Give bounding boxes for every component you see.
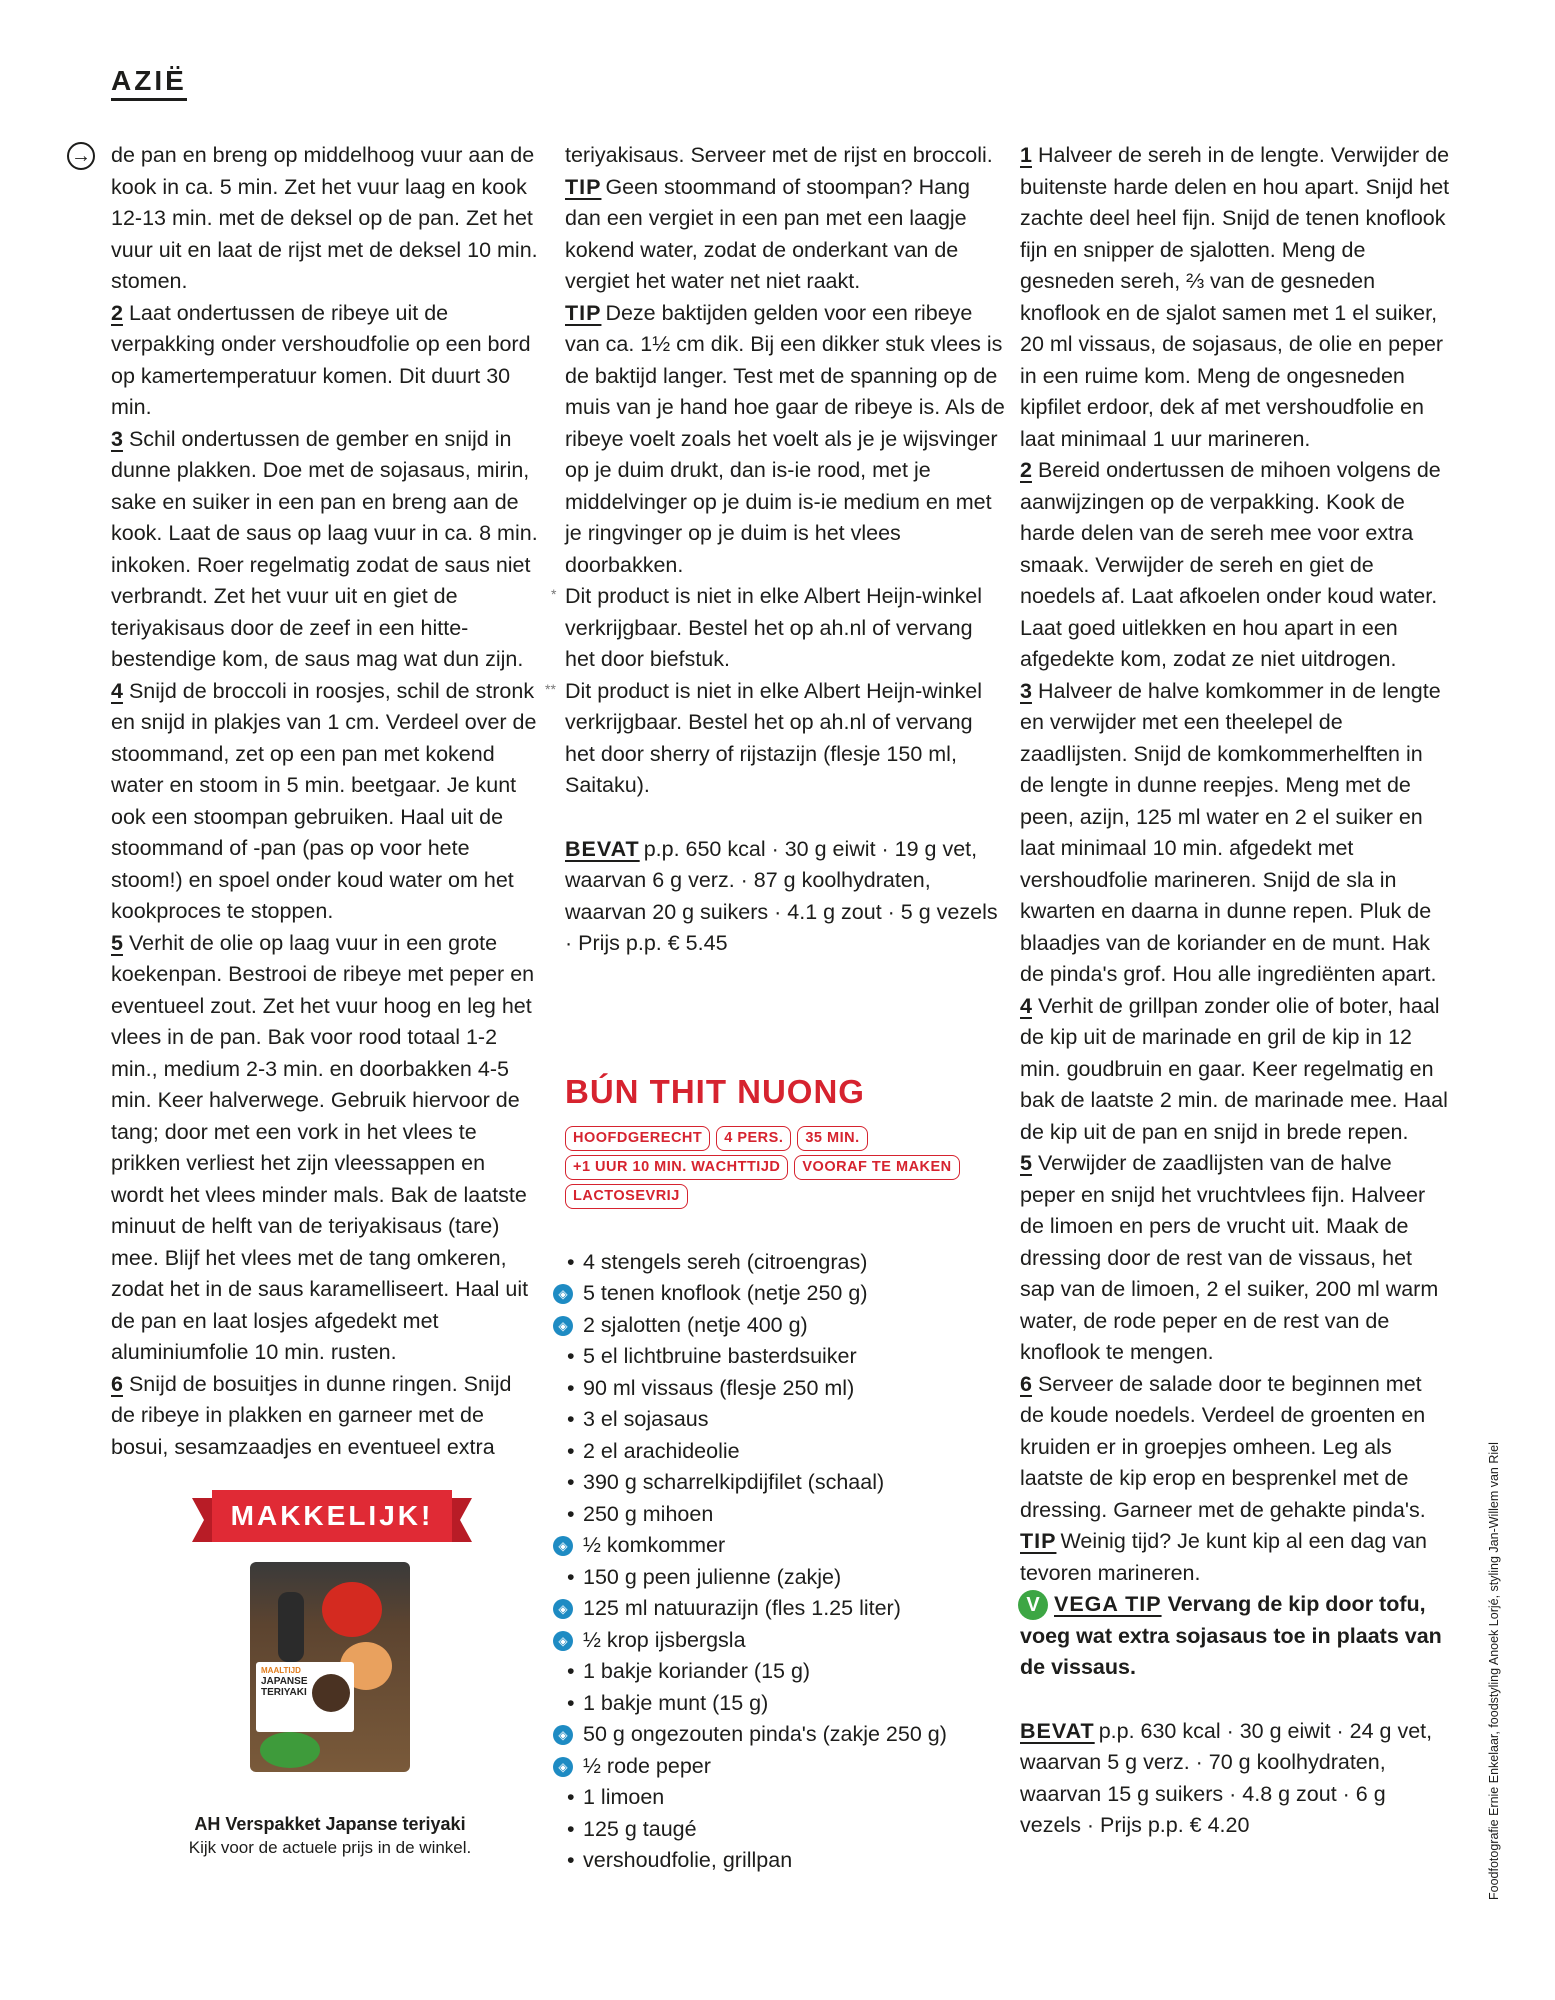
product-note: Kijk voor de actuele prijs in de winkel. <box>188 1838 472 1857</box>
recipe-tag: +1 UUR 10 MIN. WACHTTIJD <box>565 1155 788 1180</box>
bullet-icon: • <box>567 1785 575 1809</box>
recipe-tag: HOOFDGERECHT <box>565 1126 710 1151</box>
step-continuation: de pan en breng op middelhoog vuur aan de kook in ca. 5 min. Zet het vuur laag en kook 12-13 min. met de deksel op de pan. Zet het vuur uit en laat de rijst met de deksel 10 min. stomen. <box>111 143 538 293</box>
ingredient-item: • 90 ml vissaus (flesje 250 ml) <box>565 1373 1005 1405</box>
ingredient-item: ◈ 2 sjalotten (netje 400 g) <box>565 1310 1005 1342</box>
bullet-icon: • <box>567 1690 575 1715</box>
recipe-title: BÚN THIT NUONG <box>565 1072 865 1110</box>
bullet-icon: • <box>567 1438 575 1463</box>
step-4: 4 Snijd de broccoli in roosjes, schil de stronk en snijd in plakjes van 1 cm. Verdeel over de stoommand, zet op een pan met kokend water en stoom in 5 min. beetgaar. Je kunt ook een stoompan gebruiken. Haal uit de stoommand of -pan (pas op voor hete stoom!) en spoel onder koud water om het kookproces te stoppen. <box>111 678 537 923</box>
bullet-icon: • <box>567 1564 575 1589</box>
section-label: AZIË <box>111 66 187 101</box>
ingredient-item: • 150 g peen julienne (zakje) <box>565 1562 1005 1594</box>
recipe-tags <box>565 1126 985 1209</box>
ingredient-item: ◈ 50 g ongezouten pinda's (zakje 250 g) <box>565 1719 1005 1751</box>
column-3 <box>1020 140 1450 1842</box>
ingredient-item: • 1 bakje munt (15 g) <box>565 1688 1005 1720</box>
ingredient-item: • 4 stengels sereh (citroengras) <box>565 1247 1005 1279</box>
bullet-icon: • <box>567 1470 575 1494</box>
arrow-right-icon: → <box>67 142 95 170</box>
bullet-icon: • <box>567 1659 575 1683</box>
ah-drop-icon: ◈ <box>553 1757 573 1777</box>
vegetarian-icon: V <box>1018 1590 1048 1620</box>
step-continuation: teriyakisaus. Serveer met de rijst en broccoli. <box>565 143 993 167</box>
pack-label: MAALTIJD JAPANSE TERIYAKI <box>256 1662 354 1732</box>
bullet-icon: • <box>567 1249 575 1274</box>
ah-drop-icon: ◈ <box>553 1599 573 1619</box>
bullet-icon: • <box>567 1816 575 1841</box>
product-image <box>250 1562 410 1772</box>
ingredient-item: ◈ 5 tenen knoflook (netje 250 g) <box>565 1278 1005 1310</box>
step-3: 3 Schil ondertussen de gember en snijd in dunne plakken. Doe met de sojasaus, mirin, sake en suiker in een pan en breng aan de kook. Laat de saus op laag vuur in ca. 8 min. inkoken. Roer regelmatig zodat de saus niet verbrandt. Zet het vuur uit en giet de teriyakisaus door de zeef in een hitte-bestendige kom, de saus mag wat dun zijn. <box>111 426 538 671</box>
column-2 <box>545 140 1005 1877</box>
step-1: 1 Halveer de sereh in de lengte. Verwijder de buitenste harde delen en hou apart. Snijd het zachte deel heel fijn. Snijd de tenen knoflook fijn en snipper de sjalotten. Meng de gesneden sereh, ⅔ van de gesneden knoflook en de sjalot samen met 1 el suiker, 20 ml vissaus, de sojasaus, de olie en peper in een ruime kom. Meng de ongesneden kipfilet erdoor, dek af met vershoudfolie en laat minimaal 1 uur marineren. <box>1020 143 1450 451</box>
ingredient-item: • 3 el sojasaus <box>565 1404 1005 1436</box>
bullet-icon: • <box>567 1344 575 1368</box>
step-5: 5 Verhit de olie op laag vuur in een grote koekenpan. Bestrooi de ribeye met peper en eventueel zout. Zet het vuur hoog en leg het vlees in de pan. Bak voor rood totaal 1-2 min., medium 2-3 min. en doorbakken 4-5 min. Keer halverwege. Gebruik hiervoor de tang; door met een vork in het vlees te prikken verliest het zijn vleessappen en wordt het vlees minder mals. Bak de laatste minuut de helft van de teriyakisaus (tare) mee. Blijf het vlees met de tang omkeren, zodat het in de saus karamelliseert. Haal uit de pan en laat losjes afgedekt met aluminiumfolie 10 min. rusten. <box>111 930 535 1364</box>
ingredient-list <box>558 1247 1005 1877</box>
ah-drop-icon: ◈ <box>553 1631 573 1651</box>
photo-credits: Foodfotografie Ernie Enkelaar, foodstyling Anoek Lorjé, styling Jan-Willem van Riel <box>1487 1442 1501 1900</box>
recipe-tag: 35 MIN. <box>797 1126 867 1151</box>
step-6: 6 Snijd de bosuitjes in dunne ringen. Snijd de ribeye in plakken en garneer met de bosui, sesamzaadjes en eventueel extra <box>111 1371 512 1459</box>
ingredient-item: ◈ 125 ml natuurazijn (fles 1.25 liter) <box>565 1593 1005 1625</box>
ingredient-item: ◈ ½ krop ijsbergsla <box>565 1625 1005 1657</box>
product-name: AH Verspakket Japanse teriyaki <box>194 1814 466 1834</box>
tip: TIP Weinig tijd? Je kunt kip al een dag van tevoren marineren. <box>1020 1529 1427 1585</box>
step-4: 4 Verhit de grillpan zonder olie of boter, haal de kip uit de marinade en gril de kip in 12 min. goudbruin en gaar. Keer regelmatig en bak de laatste 2 min. de marinade mee. Haal de kip uit de pan en snijd in brede repen. <box>1020 993 1448 1144</box>
bullet-icon: • <box>567 1501 575 1526</box>
bullet-icon: • <box>567 1407 575 1431</box>
nutrition-2: BEVAT p.p. 630 kcal · 30 g eiwit · 24 g vet, waarvan 5 g verz. · 70 g koolhydraten, waarvan 15 g suikers · 4.8 g zout · 6 g vezels · Prijs p.p. € 4.20 <box>1020 1718 1433 1837</box>
tip-2: TIP Deze baktijden gelden voor een ribeye van ca. 1½ cm dik. Bij een dikker stuk vlees is de baktijd langer. Test met de spanning op de muis van je hand hoe gaar de ribeye is. Als de ribeye voelt zoals het voelt als je je wijsvinger op je duim drukt, dan is-ie rood, met je middelvinger op je duim is-ie medium en met je ringvinger op je duim is het vlees doorbakken. <box>565 300 1005 577</box>
footnote-1: * Dit product is niet in elke Albert Heijn-winkel verkrijgbaar. Bestel het op ah.nl of vervang het door biefstuk. <box>551 584 983 671</box>
recipe-tag: VOORAF TE MAKEN <box>794 1155 959 1180</box>
ingredient-item: • 390 g scharrelkipdijfilet (schaal) <box>565 1467 1005 1499</box>
ah-drop-icon: ◈ <box>553 1316 573 1336</box>
ingredient-item: • 250 g mihoen <box>565 1499 1005 1531</box>
recipe-tag: LACTOSEVRIJ <box>565 1184 688 1209</box>
bullet-icon: • <box>567 1848 575 1872</box>
nutrition-1: BEVAT p.p. 650 kcal · 30 g eiwit · 19 g vet, waarvan 6 g verz. · 87 g koolhydraten, waarvan 20 g suikers · 4.1 g zout · 5 g vezels · Prijs p.p. € 5.45 <box>565 836 998 955</box>
recipe-tag: 4 PERS. <box>716 1126 791 1151</box>
ingredient-item: • 125 g taugé <box>565 1814 1005 1846</box>
step-2: 2 Bereid ondertussen de mihoen volgens de aanwijzingen op de verpakking. Kook de harde delen van de sereh mee voor extra smaak. Verwijder de sereh en giet de noedels af. Laat afkoelen onder koud water. Laat goed uitlekken en hou apart in een afgedekte kom, zodat ze niet uitdrogen. <box>1020 458 1441 671</box>
step-5: 5 Verwijder de zaadlijsten van de halve peper en snijd het vruchtvlees fijn. Halveer de limoen en pers de vrucht uit. Maak de dressing door de rest van de vissaus, het sap van de limoen, 2 el suiker, 200 ml warm water, de rode peper en de rest van de knoflook te mengen. <box>1020 1151 1439 1364</box>
ingredient-item: • vershoudfolie, grillpan <box>565 1845 1005 1877</box>
ingredient-item: ◈ ½ rode peper <box>565 1751 1005 1783</box>
ah-drop-icon: ◈ <box>553 1536 573 1556</box>
bullet-icon: • <box>567 1375 575 1400</box>
banner-text: MAKKELIJK! <box>230 1500 434 1531</box>
vega-tip: V VEGA TIP Vervang de kip door tofu, voeg wat extra sojasaus toe in plaats van de vissaus. <box>1020 1592 1442 1679</box>
step-6: 6 Serveer de salade door te beginnen met de koude noedels. Verdeel de groenten en kruiden er in groepjes omheen. Leg als laatste de kip erop en besprenkel met de dressing. Garneer met de gehakte pinda's. <box>1020 1371 1426 1522</box>
footnote-2: ** Dit product is niet in elke Albert Heijn-winkel verkrijgbaar. Bestel het op ah.nl of vervang het door sherry of rijstazijn (flesje 150 ml, Saitaku). <box>545 678 983 797</box>
ah-drop-icon: ◈ <box>553 1725 573 1745</box>
ah-drop-icon: ◈ <box>553 1284 573 1304</box>
ingredient-item: ◈ ½ komkommer <box>565 1530 1005 1562</box>
step-3: 3 Halveer de halve komkommer in de lengte en verwijder met een theelepel de zaadlijsten. Snijd de komkommerhelften in de lengte in dunne reepjes. Meng met de peen, azijn, 125 ml water en 2 el suiker en laat minimaal 10 min. afgedekt met vershoudfolie marineren. Snijd de sla in kwarten en daarna in dunne repen. Pluk de blaadjes van de koriander en de munt. Hak de pinda's grof. Hou alle ingrediënten apart. <box>1020 678 1441 986</box>
tip-1: TIP Geen stoommand of stoompan? Hang dan een vergiet in een pan met een laagje kokend water, zodat de onderkant van de vergiet het water net niet raakt. <box>565 174 970 293</box>
step-2: 2 Laat ondertussen de ribeye uit de verpakking onder vershoudfolie op een bord op kamertemperatuur komen. Dit duurt 30 min. <box>111 300 531 419</box>
column-1 <box>111 140 541 1463</box>
ingredient-item: • 1 bakje koriander (15 g) <box>565 1656 1005 1688</box>
ingredient-item: • 5 el lichtbruine basterdsuiker <box>565 1341 1005 1373</box>
ingredient-item: • 2 el arachideolie <box>565 1436 1005 1468</box>
ingredient-item: • 1 limoen <box>565 1782 1005 1814</box>
